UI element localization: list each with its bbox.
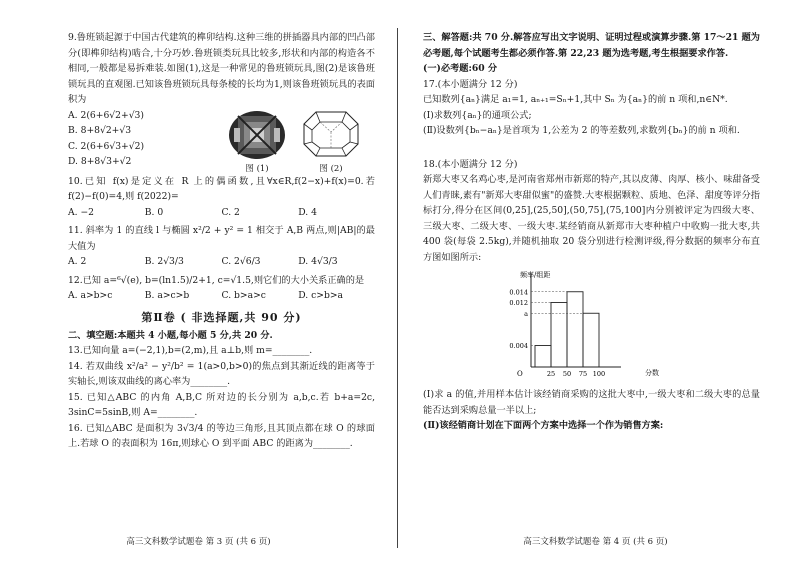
- q10-option-b: B. 0: [144, 206, 164, 218]
- q10-option-d: D. 4: [298, 206, 317, 218]
- histogram-ylabel: 频率/组距: [520, 271, 551, 279]
- q11-option-d: D. 4√3/3: [298, 256, 338, 267]
- q11-option-c: C. 2√6/3: [221, 256, 261, 267]
- section-2-heading: 二、填空题:本题共 4 小题,每小题 5 分,共 20 分.: [68, 329, 273, 341]
- q9-option-b: B. 8+8√2+√3: [68, 125, 132, 136]
- q18-part-1: (Ⅰ)求 a 的值,并用样本估计该经销商采购的这批大枣中,一级大枣和二级大枣的总量能否达到采购总量一半以上;: [423, 389, 760, 416]
- q9-option-c: C. 2(6+6√3+√2): [68, 140, 145, 152]
- q12-option-c: C. b>a>c: [221, 290, 266, 301]
- q12-text: 12.已知 a=⁶√(e), b=(ln1.5)/2+1, c=√1.5,则它们的大小关系正确的是: [68, 274, 365, 286]
- histogram-y-tick: 0.014: [509, 288, 528, 297]
- histogram-wrap: [493, 269, 760, 385]
- q17-text: 已知数列{aₙ}满足 a₁=1, aₙ₊₁=Sₙ+1,其中 Sₙ 为{aₙ}的前 n 项和,n∈N*.: [423, 94, 728, 105]
- required-heading: (一)必考题:60 分: [423, 63, 498, 74]
- q9-figures: [226, 108, 362, 174]
- left-footer: 高三文科数学试题卷 第 3 页 (共 6 页): [126, 537, 271, 547]
- histogram-x-tick: 100: [592, 370, 606, 378]
- q13-text: 13.已知向量 a=(−2,1),b=(2,m),且 a⊥b,则 m=________.: [68, 345, 313, 356]
- q18-text: 新郑大枣又名鸡心枣,是河南省郑州市新郑的特产,其以皮薄、肉厚、核小、味甜备受人们青睐,素有"新郑大枣甜似蜜"的盛赞.大枣根据颗粒、质地、色泽、甜度等评分指标打分,得分在区间(0,25],(25,50],(50,75],(75,100]内分别被评定为四级大枣、三级大枣、二级大枣、一级大枣.某经销商从新郑市大枣种植户中收购一批大枣,共 400 袋(每袋 2.5kg),并随机抽取 20 袋分别进行检测评级,得分数据的频率分布直方图如图所示:: [423, 174, 760, 263]
- histogram-x-tick: 50: [562, 370, 572, 378]
- histogram-bar: [567, 292, 583, 367]
- histogram-origin: O: [517, 370, 523, 378]
- q11-options: [68, 254, 375, 270]
- figure-1-caption: 图 (1): [245, 163, 269, 174]
- q10-text: 10.已知 f(x)是定义在 R 上的偶函数,且∀x∈R,f(2−x)+f(x)=0.若 f(2)−f(0)=4,则 f(2022)=: [68, 175, 375, 202]
- figure-2: [300, 108, 362, 174]
- q17-part-2: (Ⅱ)设数列{bₙ−aₙ}是首项为 1,公差为 2 的等差数列,求数列{bₙ}的前 n 项和.: [423, 125, 740, 136]
- histogram-bar: [583, 313, 599, 367]
- right-page: [397, 0, 794, 561]
- q18-part-2: (Ⅱ)该经销商计划在下面两个方案中选择一个作为销售方案:: [423, 420, 664, 431]
- q9-option-d: D. 8+8√3+√2: [68, 156, 132, 167]
- right-footer: 高三文科数学试题卷 第 4 页 (共 6 页): [523, 537, 668, 547]
- part-2-title: 第Ⅱ卷 ( 非选择题,共 90 分): [141, 310, 302, 324]
- q12-option-b: B. a>c>b: [144, 290, 190, 301]
- q15-text: 15. 已知△ABC 的内角 A,B,C 所对边的长分别为 a,b,c.若 b+a=2c, 3sinC=5sinB,则 A=________.: [68, 391, 375, 418]
- q12-option-a: A. a>b>c: [68, 290, 113, 301]
- q18-heading: 18.(本小题满分 12 分): [423, 158, 518, 170]
- histogram-y-tick: 0.012: [509, 299, 528, 307]
- histogram-xlabel: 分数: [645, 369, 659, 377]
- figure-2-caption: 图 (2): [319, 163, 343, 174]
- luban-lock-diagram-icon: [300, 108, 362, 160]
- histogram-bar: [535, 346, 551, 368]
- q9-text: 9.鲁班锁起源于中国古代建筑的榫卯结构.这种三维的拼插器具内部的凹凸部分(即榫卯结构)啮合,十分巧妙.鲁班锁类玩具比较多,形状和内部的构造各不相同,一般都是易拆难装.如图(1),这是一种常见的鲁班锁玩具,图(2)是该鲁班锁玩具的直观图.已知该鲁班锁玩具每条棱的长均为1,则该鲁班锁玩具的表面积为: [68, 32, 375, 105]
- q17-heading: 17.(本小题满分 12 分): [423, 78, 518, 90]
- q14-text: 14. 若双曲线 x²/a² − y²/b² = 1(a>0,b>0)的焦点到其渐近线的距离等于实轴长,则该双曲线的离心率为________.: [68, 360, 375, 387]
- q11-text: 11. 斜率为 1 的直线 l 与椭圆 x²/2 + y² = 1 相交于 A,B 两点,则|AB|的最大值为: [68, 225, 375, 252]
- q9-option-a: A. 2(6+6√2+√3): [68, 109, 144, 121]
- histogram-y-tick: a: [524, 309, 528, 318]
- section-3-heading: 三、解答题:共 70 分.解答应写出文字说明、证明过程或演算步骤.第 17～21 题为必考题,每个试题考生都必须作答.第 22,23 题为选考题,考生根据要求作答.: [423, 32, 760, 59]
- q9-options: [68, 108, 218, 174]
- q11-option-b: B. 2√3/3: [144, 256, 184, 267]
- figure-1: [226, 108, 288, 174]
- q10-option-a: A. −2: [68, 206, 95, 218]
- q10-option-c: C. 2: [221, 206, 240, 218]
- q10-options: [68, 205, 375, 221]
- q9-body: [68, 108, 375, 174]
- q12-option-d: D. c>b>a: [298, 290, 344, 301]
- q16-text: 16. 已知△ABC 是面积为 3√3/4 的等边三角形,且其顶点都在球 O 的球面上.若球 O 的表面积为 16π,则球心 O 到平面 ABC 的距离为________.: [68, 422, 375, 449]
- histogram-chart: [493, 269, 693, 381]
- q17-part-1: (Ⅰ)求数列{aₙ}的通项公式;: [423, 109, 532, 121]
- histogram-y-tick: 0.004: [509, 342, 528, 350]
- histogram-x-tick: 25: [546, 370, 556, 378]
- histogram-bar: [551, 303, 567, 368]
- luban-lock-photo-icon: [226, 108, 288, 160]
- q11-option-a: A. 2: [68, 256, 87, 267]
- q12-options: [68, 288, 375, 304]
- histogram-x-tick: 75: [578, 370, 588, 378]
